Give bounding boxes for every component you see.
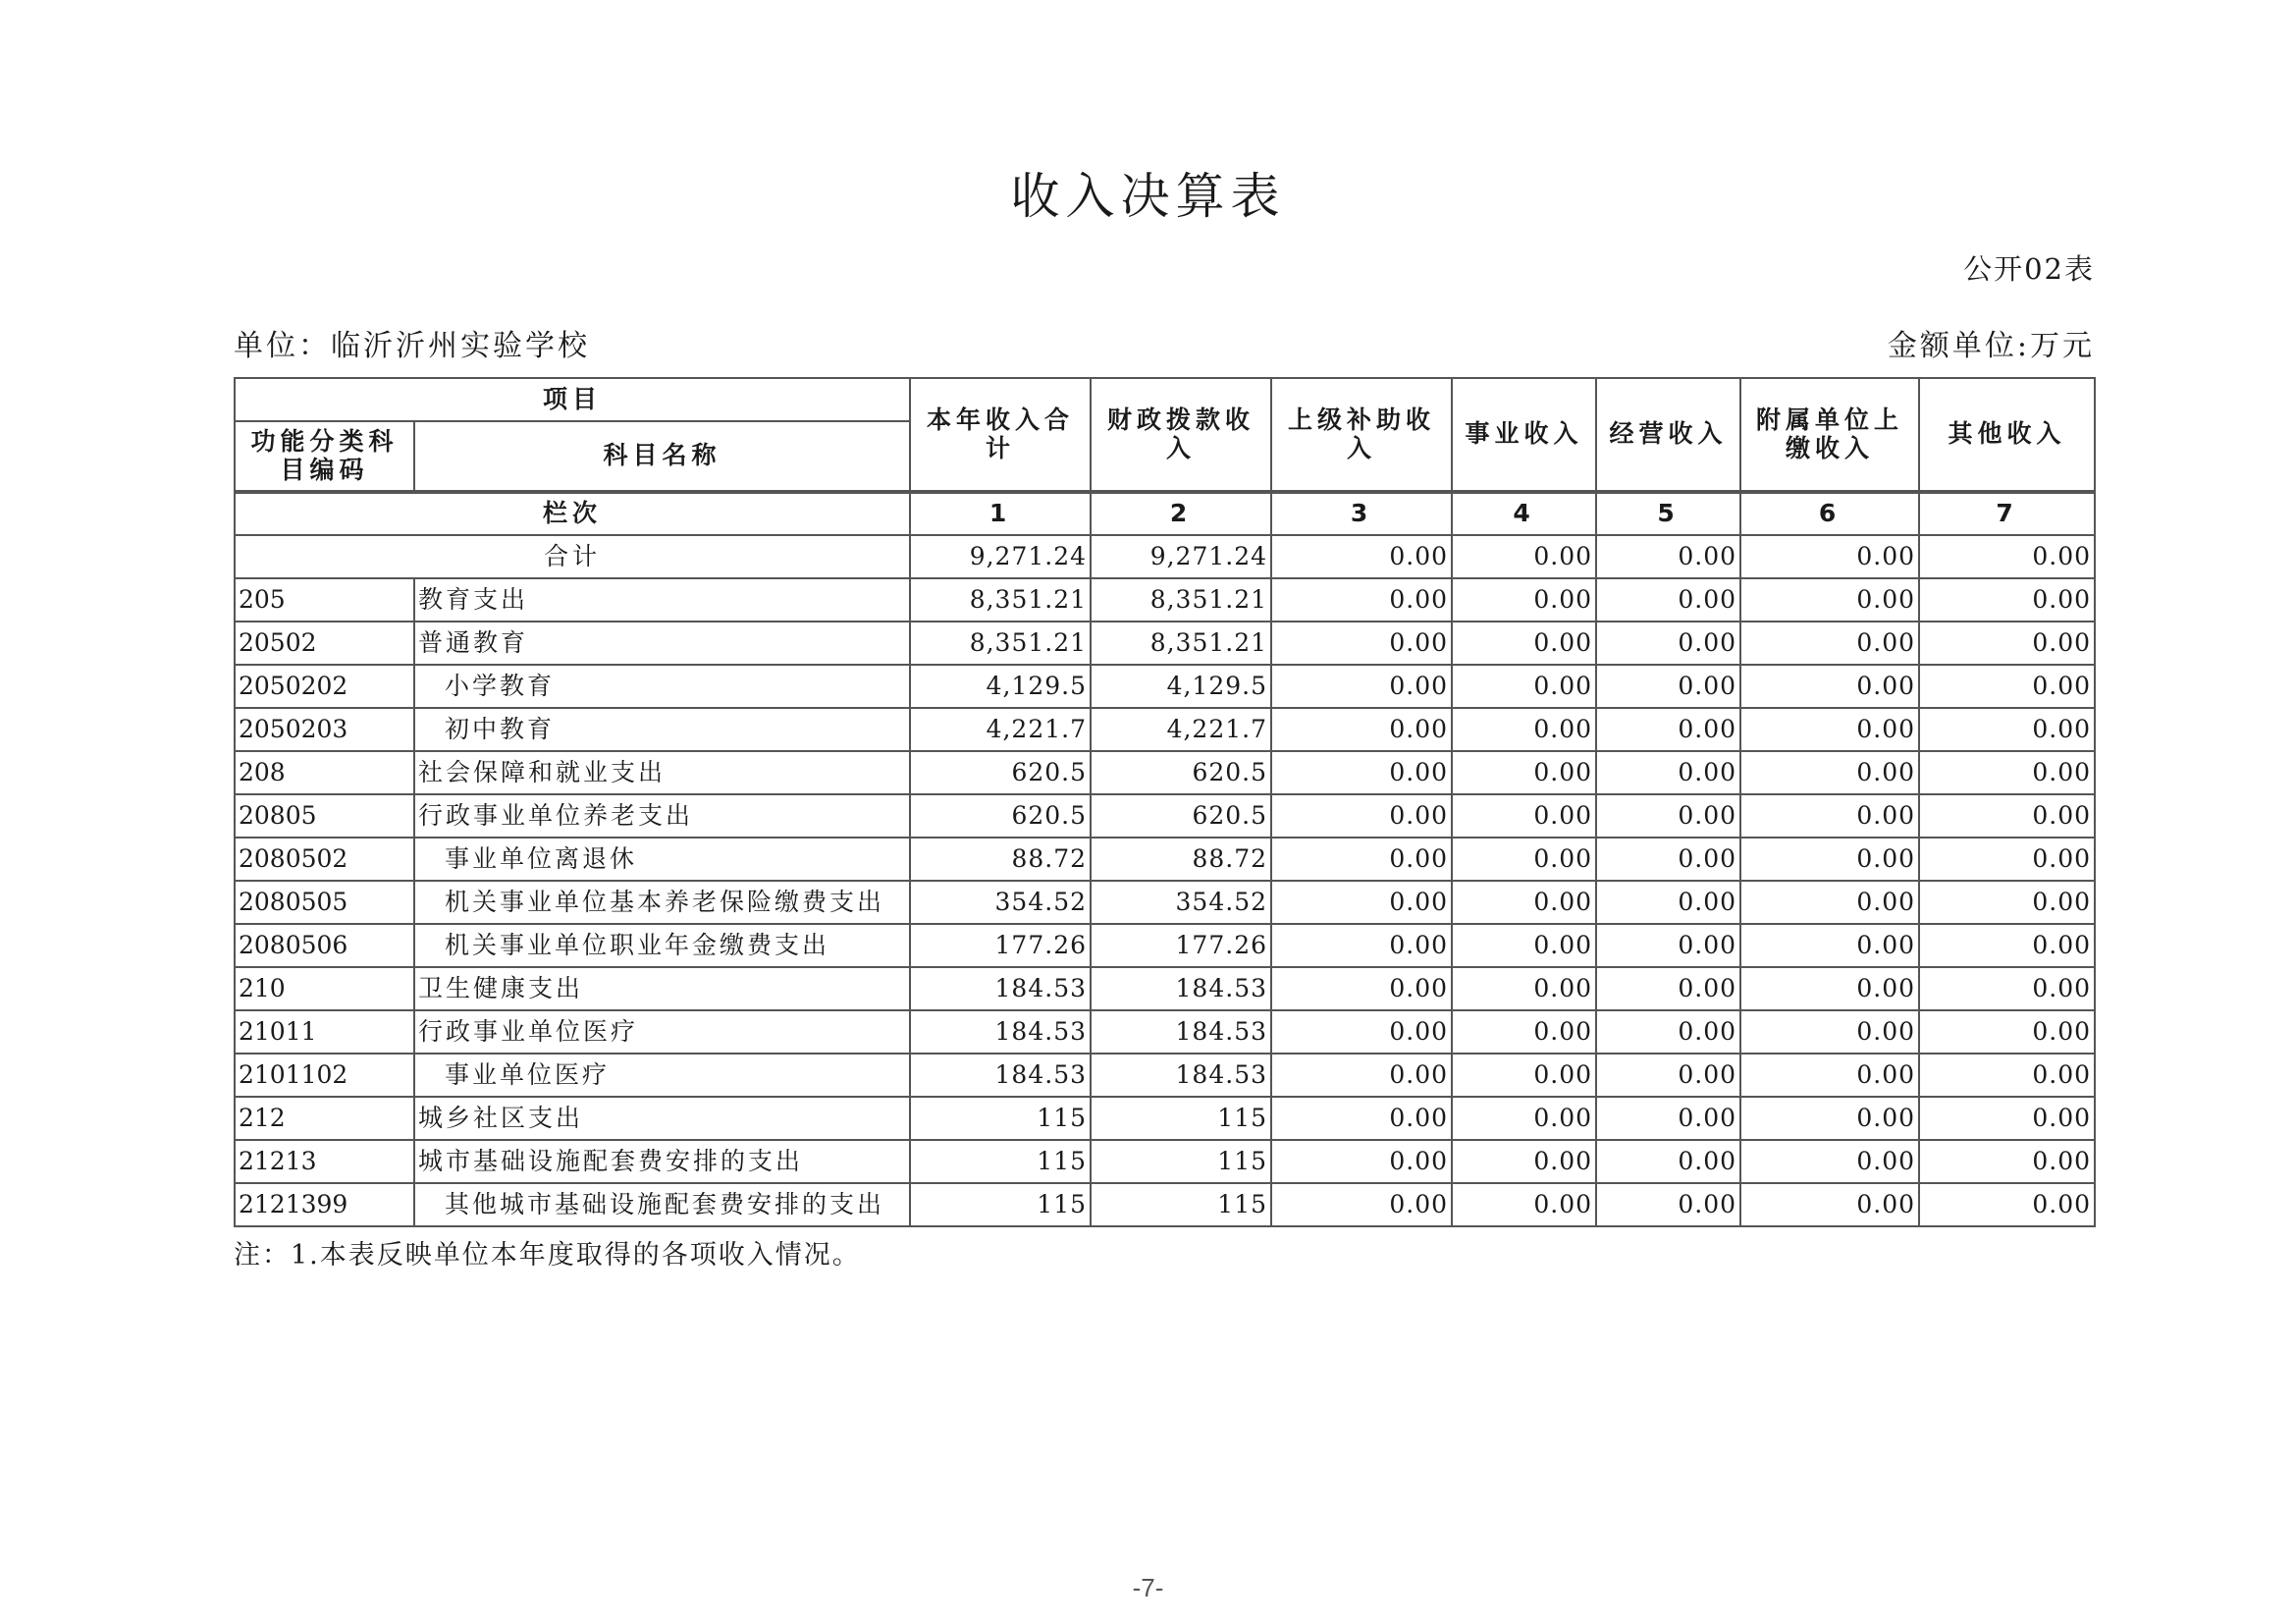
amount-cell: 0.00 — [1919, 1054, 2095, 1097]
subject-code: 2050203 — [235, 708, 414, 751]
amount-cell: 0.00 — [1271, 622, 1452, 665]
amount-cell: 0.00 — [1740, 967, 1919, 1010]
amount-cell: 0.00 — [1452, 665, 1596, 708]
amount-cell: 184.53 — [910, 1010, 1091, 1054]
amount-cell: 0.00 — [1740, 1010, 1919, 1054]
amount-cell: 0.00 — [1596, 838, 1740, 881]
total-row — [235, 535, 2095, 578]
amount-cell: 4,221.7 — [1091, 708, 1271, 751]
column-number: 3 — [1271, 492, 1452, 535]
income-table — [234, 377, 2096, 1227]
subject-name: 小学教育 — [414, 665, 910, 708]
amount-cell: 0.00 — [1919, 751, 2095, 794]
subject-name: 初中教育 — [414, 708, 910, 751]
page-number: -7- — [1132, 1573, 1164, 1602]
column-number: 6 — [1740, 492, 1919, 535]
subject-code: 2121399 — [235, 1183, 414, 1226]
amount-cell: 0.00 — [1596, 708, 1740, 751]
amount-cell: 0.00 — [1452, 622, 1596, 665]
total-value: 0.00 — [1452, 535, 1596, 578]
subject-code: 208 — [235, 751, 414, 794]
amount-cell: 0.00 — [1271, 1054, 1452, 1097]
amount-cell: 184.53 — [910, 1054, 1091, 1097]
table-body — [235, 378, 2095, 1226]
amount-cell: 0.00 — [1919, 924, 2095, 967]
amount-cell: 0.00 — [1452, 924, 1596, 967]
amount-cell: 0.00 — [1740, 924, 1919, 967]
subject-name: 事业单位医疗 — [414, 1054, 910, 1097]
amount-cell: 0.00 — [1919, 1097, 2095, 1140]
amount-cell: 0.00 — [1596, 622, 1740, 665]
amount-cell: 0.00 — [1452, 1140, 1596, 1183]
amount-cell: 0.00 — [1919, 967, 2095, 1010]
amount-cell: 0.00 — [1596, 1054, 1740, 1097]
amount-cell: 0.00 — [1596, 1097, 1740, 1140]
amount-cell: 0.00 — [1271, 838, 1452, 881]
amount-cell: 620.5 — [910, 751, 1091, 794]
amount-cell: 354.52 — [1091, 881, 1271, 924]
subject-name: 城乡社区支出 — [414, 1097, 910, 1140]
amount-cell: 0.00 — [1452, 967, 1596, 1010]
amount-cell: 0.00 — [1452, 578, 1596, 622]
amount-cell: 620.5 — [1091, 794, 1271, 838]
amount-cell: 4,221.7 — [910, 708, 1091, 751]
amount-cell: 0.00 — [1271, 967, 1452, 1010]
amount-cell: 0.00 — [1740, 794, 1919, 838]
amount-cell: 177.26 — [1091, 924, 1271, 967]
amount-cell: 0.00 — [1452, 838, 1596, 881]
table-row — [235, 838, 2095, 881]
amount-cell: 184.53 — [1091, 1010, 1271, 1054]
amount-cell: 0.00 — [1919, 622, 2095, 665]
amount-cell: 0.00 — [1452, 1054, 1596, 1097]
subject-code: 2101102 — [235, 1054, 414, 1097]
column-number: 2 — [1091, 492, 1271, 535]
total-value: 9,271.24 — [910, 535, 1091, 578]
subject-code: 2080505 — [235, 881, 414, 924]
amount-cell: 88.72 — [910, 838, 1091, 881]
amount-cell: 184.53 — [1091, 967, 1271, 1010]
amount-cell: 0.00 — [1271, 924, 1452, 967]
amount-cell: 0.00 — [1919, 1010, 2095, 1054]
table-row — [235, 1054, 2095, 1097]
column-number: 4 — [1452, 492, 1596, 535]
header-total-income: 本年收入合计 — [910, 378, 1091, 492]
table-row — [235, 1140, 2095, 1183]
table-note: 注：1.本表反映单位本年度取得的各项收入情况。 — [234, 1240, 861, 1271]
subject-name: 普通教育 — [414, 622, 910, 665]
subject-name: 其他城市基础设施配套费安排的支出 — [414, 1183, 910, 1226]
amount-cell: 620.5 — [910, 794, 1091, 838]
amount-cell: 0.00 — [1596, 881, 1740, 924]
header-other-income: 其他收入 — [1919, 378, 2095, 492]
amount-cell: 8,351.21 — [910, 622, 1091, 665]
amount-cell: 0.00 — [1271, 1183, 1452, 1226]
amount-cell: 0.00 — [1740, 578, 1919, 622]
amount-cell: 0.00 — [1740, 1054, 1919, 1097]
amount-cell: 620.5 — [1091, 751, 1271, 794]
header-operating-income: 经营收入 — [1596, 378, 1740, 492]
amount-cell: 0.00 — [1596, 1140, 1740, 1183]
amount-cell: 8,351.21 — [910, 578, 1091, 622]
amount-cell: 0.00 — [1596, 794, 1740, 838]
amount-cell: 0.00 — [1271, 1097, 1452, 1140]
header-function-code: 功能分类科目编码 — [235, 421, 414, 492]
table-row — [235, 1010, 2095, 1054]
amount-cell: 8,351.21 — [1091, 578, 1271, 622]
amount-cell: 0.00 — [1919, 1183, 2095, 1226]
amount-cell: 177.26 — [910, 924, 1091, 967]
subject-code: 2080506 — [235, 924, 414, 967]
total-value: 9,271.24 — [1091, 535, 1271, 578]
total-value: 0.00 — [1596, 535, 1740, 578]
amount-cell: 115 — [1091, 1140, 1271, 1183]
table-row — [235, 967, 2095, 1010]
column-number: 5 — [1596, 492, 1740, 535]
amount-cell: 0.00 — [1740, 1140, 1919, 1183]
header-fiscal-appropriation: 财政拨款收入 — [1091, 378, 1271, 492]
amount-cell: 0.00 — [1919, 708, 2095, 751]
table-row — [235, 924, 2095, 967]
amount-unit: 金额单位:万元 — [1887, 329, 2095, 363]
header-project: 项目 — [235, 378, 910, 421]
amount-cell: 354.52 — [910, 881, 1091, 924]
amount-cell: 184.53 — [1091, 1054, 1271, 1097]
amount-cell: 0.00 — [1740, 1183, 1919, 1226]
amount-cell: 0.00 — [1919, 665, 2095, 708]
amount-cell: 0.00 — [1596, 1183, 1740, 1226]
amount-cell: 115 — [1091, 1183, 1271, 1226]
amount-cell: 115 — [910, 1183, 1091, 1226]
table-row — [235, 1097, 2095, 1140]
amount-cell: 0.00 — [1596, 578, 1740, 622]
form-number: 公开02表 — [1963, 252, 2095, 286]
table-row — [235, 881, 2095, 924]
amount-cell: 0.00 — [1919, 1140, 2095, 1183]
amount-cell: 0.00 — [1596, 751, 1740, 794]
amount-cell: 0.00 — [1452, 794, 1596, 838]
amount-cell: 0.00 — [1452, 1097, 1596, 1140]
amount-cell: 0.00 — [1740, 622, 1919, 665]
amount-cell: 0.00 — [1596, 924, 1740, 967]
amount-cell: 0.00 — [1740, 751, 1919, 794]
table-row — [235, 578, 2095, 622]
subject-code: 21213 — [235, 1140, 414, 1183]
amount-cell: 0.00 — [1271, 578, 1452, 622]
subject-name: 行政事业单位养老支出 — [414, 794, 910, 838]
amount-cell: 0.00 — [1452, 881, 1596, 924]
amount-cell: 0.00 — [1596, 1010, 1740, 1054]
amount-cell: 0.00 — [1271, 1010, 1452, 1054]
header-business-income: 事业收入 — [1452, 378, 1596, 492]
amount-cell: 0.00 — [1919, 838, 2095, 881]
table-row — [235, 1183, 2095, 1226]
subject-code: 212 — [235, 1097, 414, 1140]
row-index-label: 栏次 — [235, 492, 910, 535]
subject-code: 20502 — [235, 622, 414, 665]
amount-cell: 4,129.5 — [910, 665, 1091, 708]
amount-cell: 0.00 — [1452, 751, 1596, 794]
table-row — [235, 751, 2095, 794]
amount-cell: 0.00 — [1271, 751, 1452, 794]
table-row — [235, 665, 2095, 708]
table-row — [235, 708, 2095, 751]
amount-cell: 0.00 — [1740, 665, 1919, 708]
subject-code: 210 — [235, 967, 414, 1010]
amount-cell: 0.00 — [1452, 1010, 1596, 1054]
table-row — [235, 622, 2095, 665]
amount-cell: 0.00 — [1271, 708, 1452, 751]
reporting-unit: 单位：临沂沂州实验学校 — [234, 329, 590, 363]
subject-name: 城市基础设施配套费安排的支出 — [414, 1140, 910, 1183]
amount-cell: 115 — [910, 1140, 1091, 1183]
amount-cell: 0.00 — [1271, 1140, 1452, 1183]
page-title: 收入决算表 — [1010, 168, 1286, 225]
total-value: 0.00 — [1919, 535, 2095, 578]
header-subject-name: 科目名称 — [414, 421, 910, 492]
amount-cell: 0.00 — [1740, 1097, 1919, 1140]
amount-cell: 8,351.21 — [1091, 622, 1271, 665]
amount-cell: 0.00 — [1740, 708, 1919, 751]
total-label: 合计 — [235, 535, 910, 578]
amount-cell: 0.00 — [1919, 794, 2095, 838]
subject-code: 2080502 — [235, 838, 414, 881]
amount-cell: 0.00 — [1919, 881, 2095, 924]
amount-cell: 4,129.5 — [1091, 665, 1271, 708]
amount-cell: 0.00 — [1740, 881, 1919, 924]
subject-name: 事业单位离退休 — [414, 838, 910, 881]
amount-cell: 0.00 — [1452, 708, 1596, 751]
amount-cell: 115 — [910, 1097, 1091, 1140]
total-value: 0.00 — [1271, 535, 1452, 578]
header-affiliated-income: 附属单位上缴收入 — [1740, 378, 1919, 492]
subject-code: 21011 — [235, 1010, 414, 1054]
subject-name: 卫生健康支出 — [414, 967, 910, 1010]
amount-cell: 0.00 — [1596, 967, 1740, 1010]
subject-name: 社会保障和就业支出 — [414, 751, 910, 794]
amount-cell: 88.72 — [1091, 838, 1271, 881]
amount-cell: 0.00 — [1919, 578, 2095, 622]
total-value: 0.00 — [1740, 535, 1919, 578]
subject-name: 机关事业单位基本养老保险缴费支出 — [414, 881, 910, 924]
subject-name: 行政事业单位医疗 — [414, 1010, 910, 1054]
column-number: 7 — [1919, 492, 2095, 535]
amount-cell: 115 — [1091, 1097, 1271, 1140]
amount-cell: 0.00 — [1740, 838, 1919, 881]
subject-code: 2050202 — [235, 665, 414, 708]
column-number: 1 — [910, 492, 1091, 535]
subject-name: 机关事业单位职业年金缴费支出 — [414, 924, 910, 967]
amount-cell: 0.00 — [1596, 665, 1740, 708]
amount-cell: 0.00 — [1271, 881, 1452, 924]
amount-cell: 184.53 — [910, 967, 1091, 1010]
header-superior-subsidy: 上级补助收入 — [1271, 378, 1452, 492]
subject-code: 20805 — [235, 794, 414, 838]
amount-cell: 0.00 — [1452, 1183, 1596, 1226]
table-row — [235, 794, 2095, 838]
subject-code: 205 — [235, 578, 414, 622]
amount-cell: 0.00 — [1271, 665, 1452, 708]
amount-cell: 0.00 — [1271, 794, 1452, 838]
subject-name: 教育支出 — [414, 578, 910, 622]
